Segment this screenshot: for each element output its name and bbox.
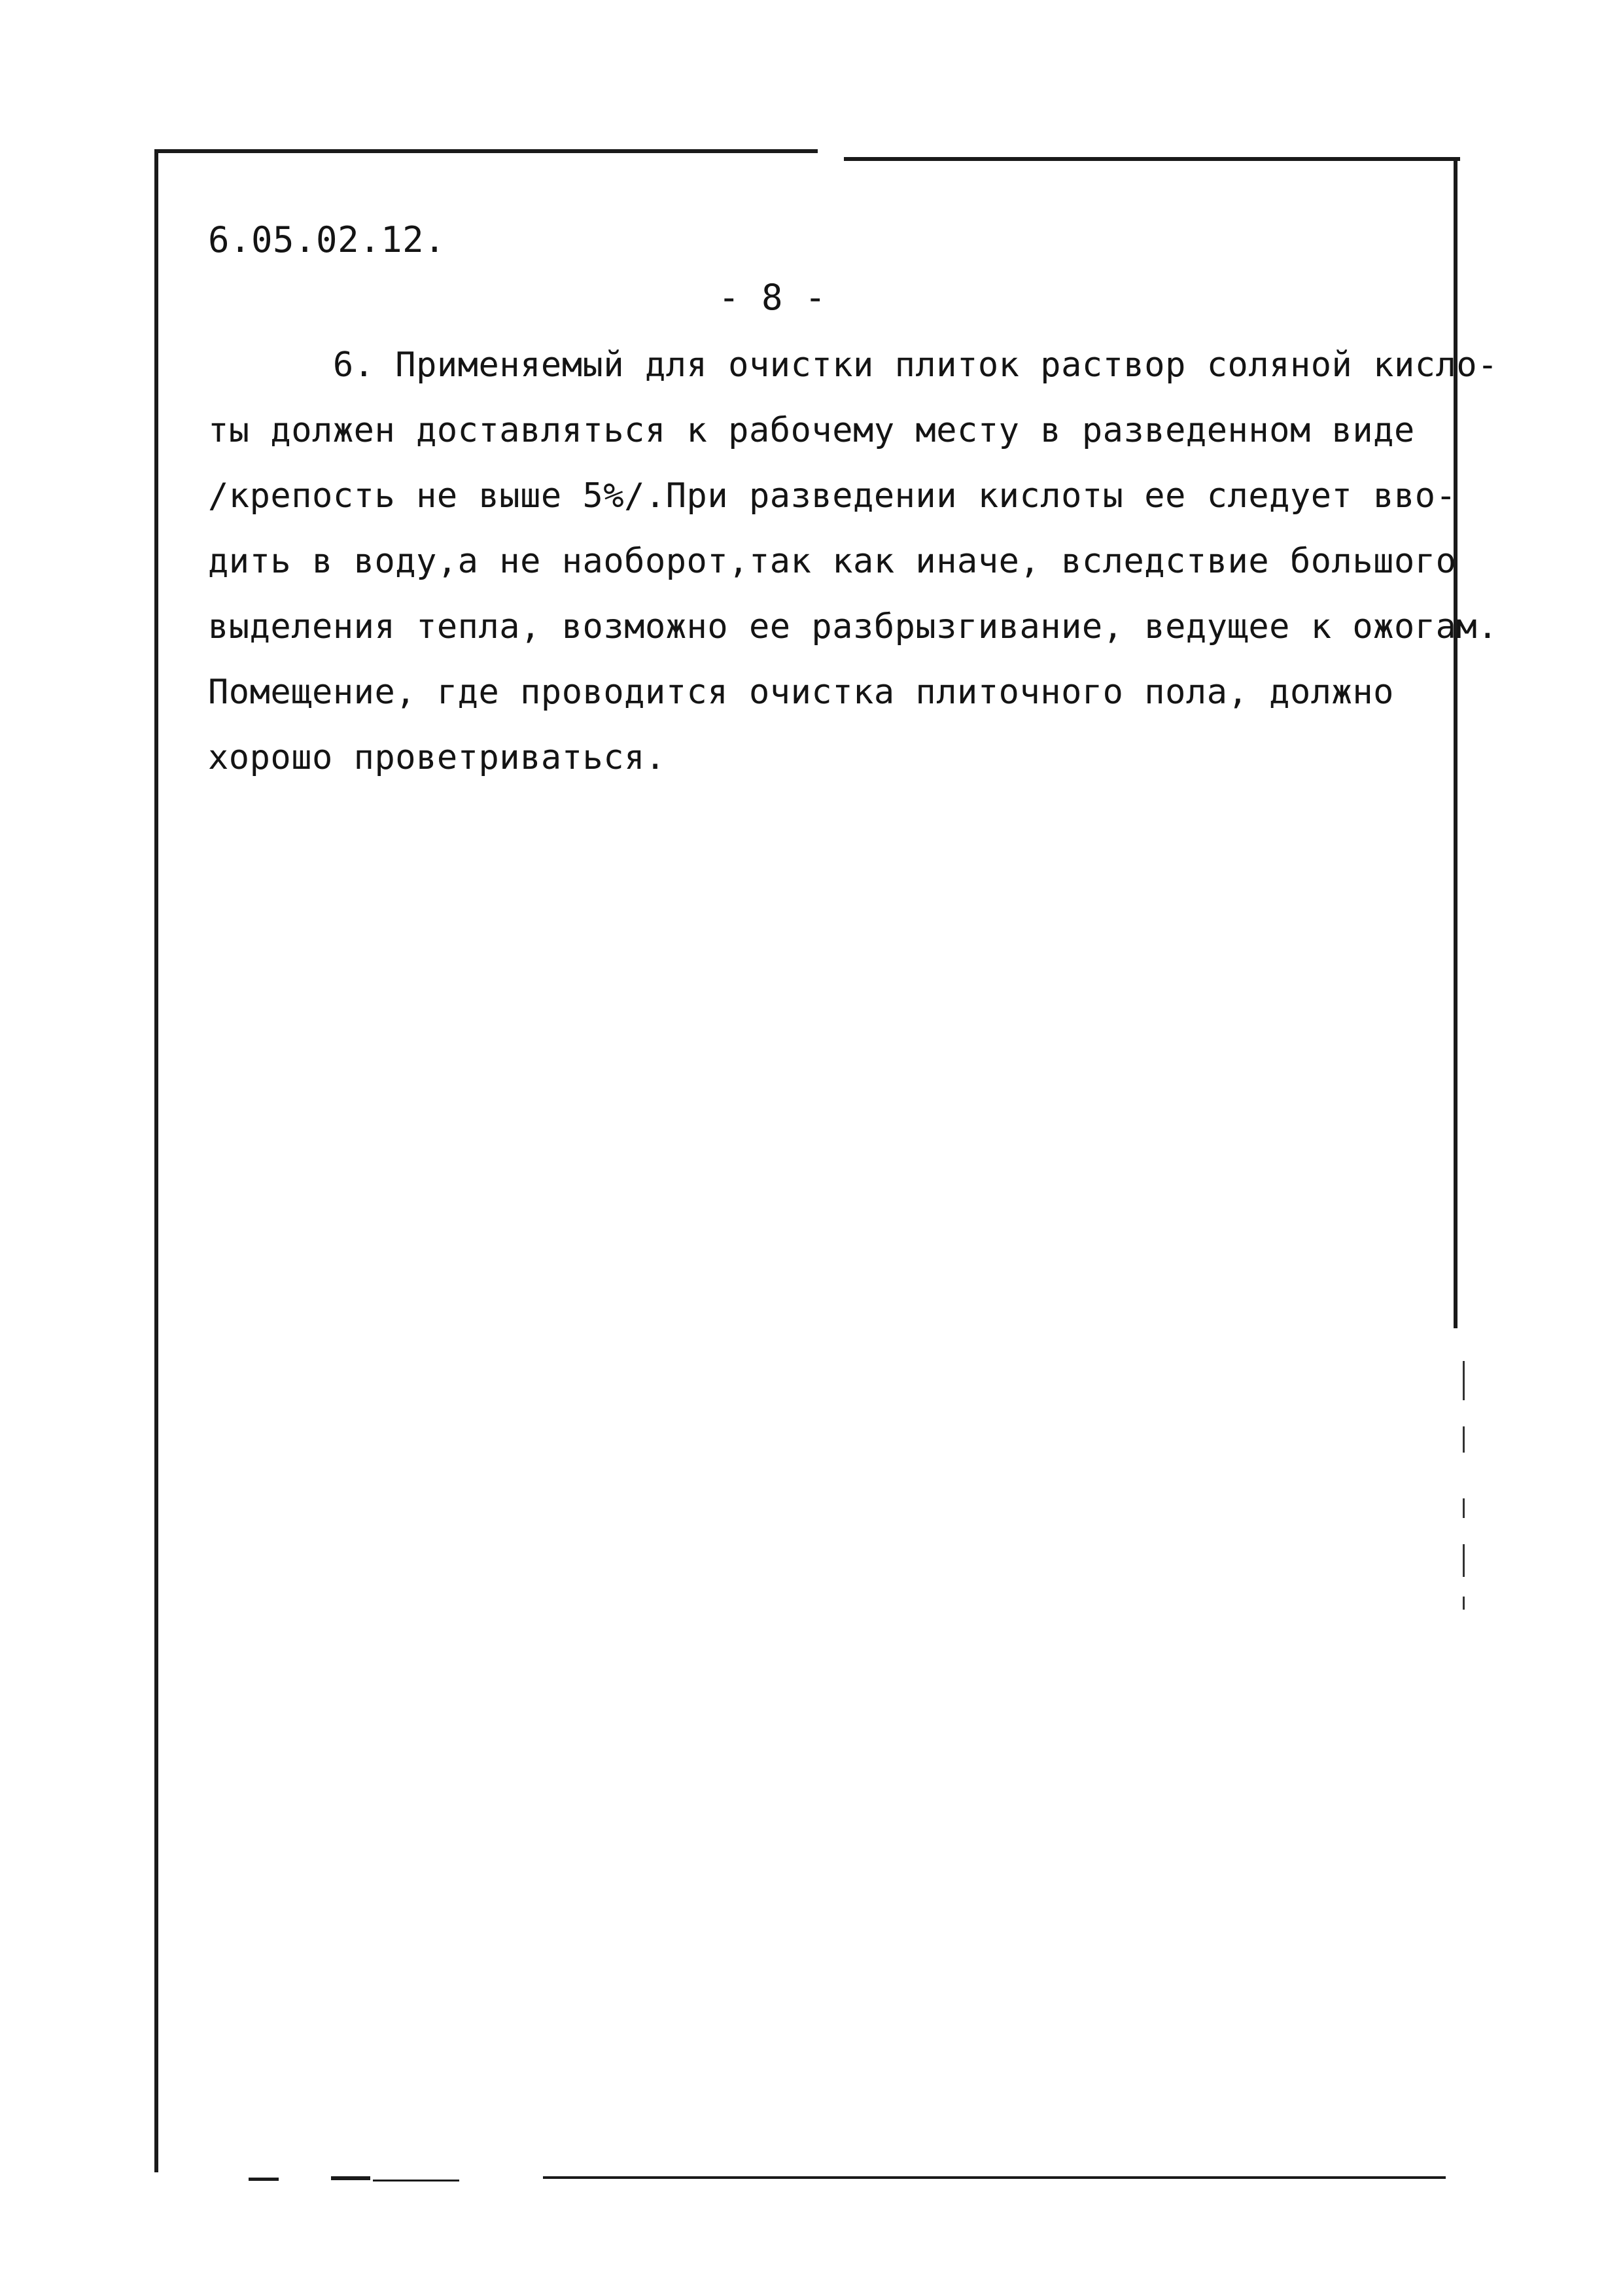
document-code: 6.05.02.12. [208, 219, 446, 260]
paragraph-line: ты должен доставляться к рабочему месту в разведенном виде [208, 411, 1415, 450]
paragraph-line: Помещение, где проводится очистка плиточного пола, должно [208, 673, 1394, 712]
paragraph-6 [208, 332, 1499, 790]
frame-bottom-fragment [373, 2180, 459, 2181]
paragraph-line: дить в воду,а не наоборот,так как иначе, вследствие большого [208, 542, 1457, 581]
paragraph-line: 6. Применяемый для очистки плиток раствор соляной кисло- [208, 345, 1499, 385]
frame-top-border-left [156, 149, 818, 153]
frame-top-border-right [844, 157, 1460, 161]
margin-tick-mark [1463, 1544, 1465, 1577]
paragraph-line: /крепость не выше 5%/.При разведении кислоты ее следует вво- [208, 476, 1457, 516]
page-number: - 8 - [718, 277, 827, 318]
margin-tick-mark [1463, 1361, 1465, 1400]
margin-tick-mark [1463, 1426, 1465, 1453]
frame-bottom-fragment [331, 2176, 370, 2180]
frame-bottom-fragment [249, 2178, 279, 2181]
margin-tick-mark [1463, 1597, 1465, 1610]
frame-bottom-border [543, 2176, 1446, 2179]
paragraph-line: хорошо проветриваться. [208, 738, 666, 777]
paragraph-line: выделения тепла, возможно ее разбрызгивание, ведущее к ожогам. [208, 607, 1499, 646]
frame-left-border [154, 149, 158, 2172]
margin-tick-mark [1463, 1498, 1465, 1518]
